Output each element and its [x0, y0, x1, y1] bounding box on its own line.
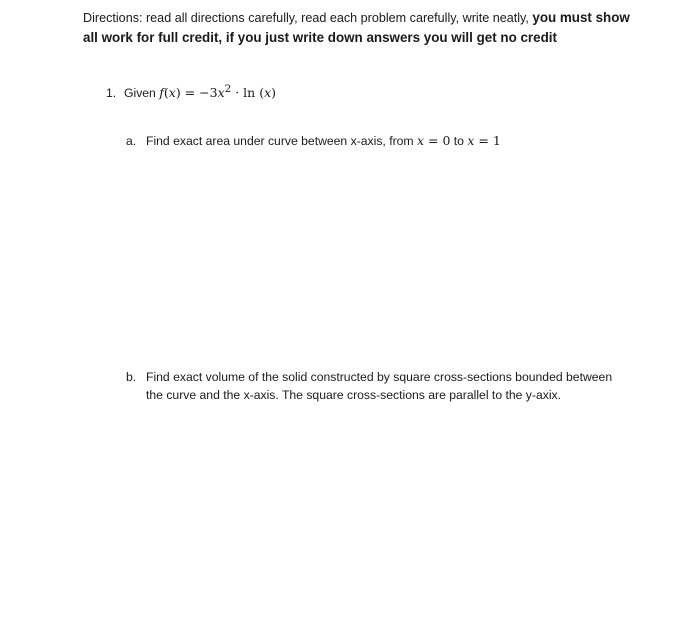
question-1-number: 1.: [106, 86, 117, 101]
log-close: ): [271, 85, 277, 101]
part-b-text: Find exact volume of the solid constructed by square cross-sections bounded between the curve and the x-axis. The square cross-sections are parallel to the y-axix.: [146, 370, 613, 402]
directions-emphasis: you must show all work for full credit, if you just write down answers you will get no credit: [83, 10, 630, 45]
part-b-letter: b.: [126, 370, 137, 384]
part-a-lower-bound: [417, 133, 450, 148]
lower-bound-value: = 0: [424, 133, 451, 148]
question-1-part-a: [126, 132, 626, 152]
part-a-upper-bound: [467, 133, 500, 148]
log-variable: x: [264, 85, 272, 101]
directions-text: Directions: read all directions carefully, read each problem carefully, write neatly,: [83, 11, 533, 25]
power-base: x: [217, 85, 225, 101]
log-factor: · ln (: [231, 85, 265, 101]
question-1-prefix: Given: [124, 86, 160, 101]
lower-bound-variable: x: [416, 133, 425, 148]
part-a-letter: a.: [126, 134, 137, 148]
function-variable: x: [168, 85, 176, 101]
equals-coefficient: = −3: [180, 85, 218, 101]
upper-bound-variable: x: [467, 133, 475, 148]
question-1-part-b: [126, 368, 626, 408]
part-a-to: to: [450, 134, 468, 148]
part-a-text: [146, 132, 501, 150]
question-1: [106, 80, 276, 102]
paren-close: ): [175, 85, 181, 101]
paren-open: (: [163, 85, 169, 101]
part-a-statement: Find exact area under curve between x-axis, from: [146, 134, 417, 148]
directions-paragraph: [83, 8, 643, 48]
power-exponent: 2: [224, 83, 232, 95]
upper-bound-value: = 1: [474, 133, 501, 148]
question-1-function: [159, 85, 276, 100]
function-name: f: [159, 85, 164, 101]
